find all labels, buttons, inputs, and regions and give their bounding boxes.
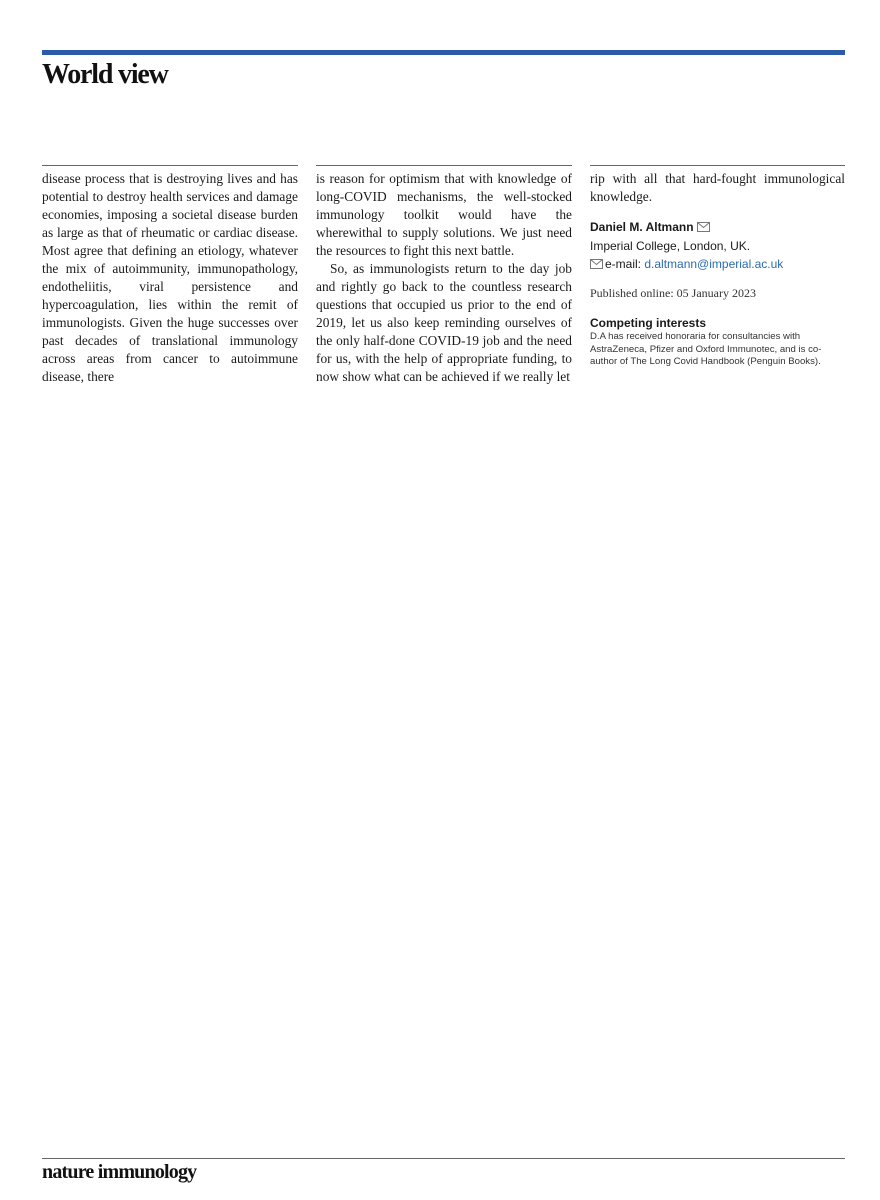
author-affiliation: Imperial College, London, UK. <box>590 239 751 253</box>
envelope-icon[interactable] <box>697 219 710 237</box>
paragraph: rip with all that hard-fought immunological knowledge. <box>590 171 845 204</box>
author-line <box>590 218 845 237</box>
competing-interests-text: D.A has received honoraria for consultancies with AstraZeneca, Pfizer and Oxford Immunotec, and is co-author of The Long Covid Handbook (Penguin Books). <box>590 331 822 367</box>
journal-name: nature immunology <box>42 1161 197 1183</box>
paragraph: is reason for optimism that with knowledge of long-COVID mechanisms, the well-stocked immunology toolkit would have the wherewithal to supply solutions. We just need the resources to fight this next battle. <box>316 171 572 258</box>
email-link[interactable]: d.altmann@imperial.ac.uk <box>644 257 784 271</box>
article-column-2 <box>316 170 572 386</box>
paragraph: disease process that is destroying lives and has potential to destroy health services and damage economies, imposing a societal disease burden as large as that of rheumatic or cardiac disease. Most agree that defining an etiology, whatever the mix of autoimmunity, immunopathology, endotheliitis, viral persistence and hypercoagulation, lies within the remit of immunologists. Given the huge successes over past decades of translational immunology across areas from cancer to autoimmune disease, there <box>42 171 298 384</box>
column-rule-1 <box>42 165 298 166</box>
column-rule-2 <box>316 165 572 166</box>
author-block <box>590 218 845 274</box>
article-column-1 <box>42 170 298 386</box>
footer-rule <box>42 1158 845 1159</box>
author-name: Daniel M. Altmann <box>590 220 694 234</box>
section-title: World view <box>42 59 168 90</box>
paragraph: So, as immunologists return to the day job and rightly go back to the countless research questions that occupied us prior to the end of 2019, let us also keep reminding ourselves of the only half-done COVID-19 job and the need for us, with the help of appropriate funding, to now show what can be achieved if we really let <box>316 261 572 384</box>
column-rule-3 <box>590 165 845 166</box>
article-column-3 <box>590 170 845 369</box>
email-line <box>590 255 845 274</box>
top-accent-rule <box>42 50 845 55</box>
competing-interests-heading: Competing interests <box>590 316 707 330</box>
published-date: Published online: 05 January 2023 <box>590 286 756 300</box>
envelope-icon <box>590 256 603 274</box>
email-label: e-mail: <box>605 257 642 271</box>
